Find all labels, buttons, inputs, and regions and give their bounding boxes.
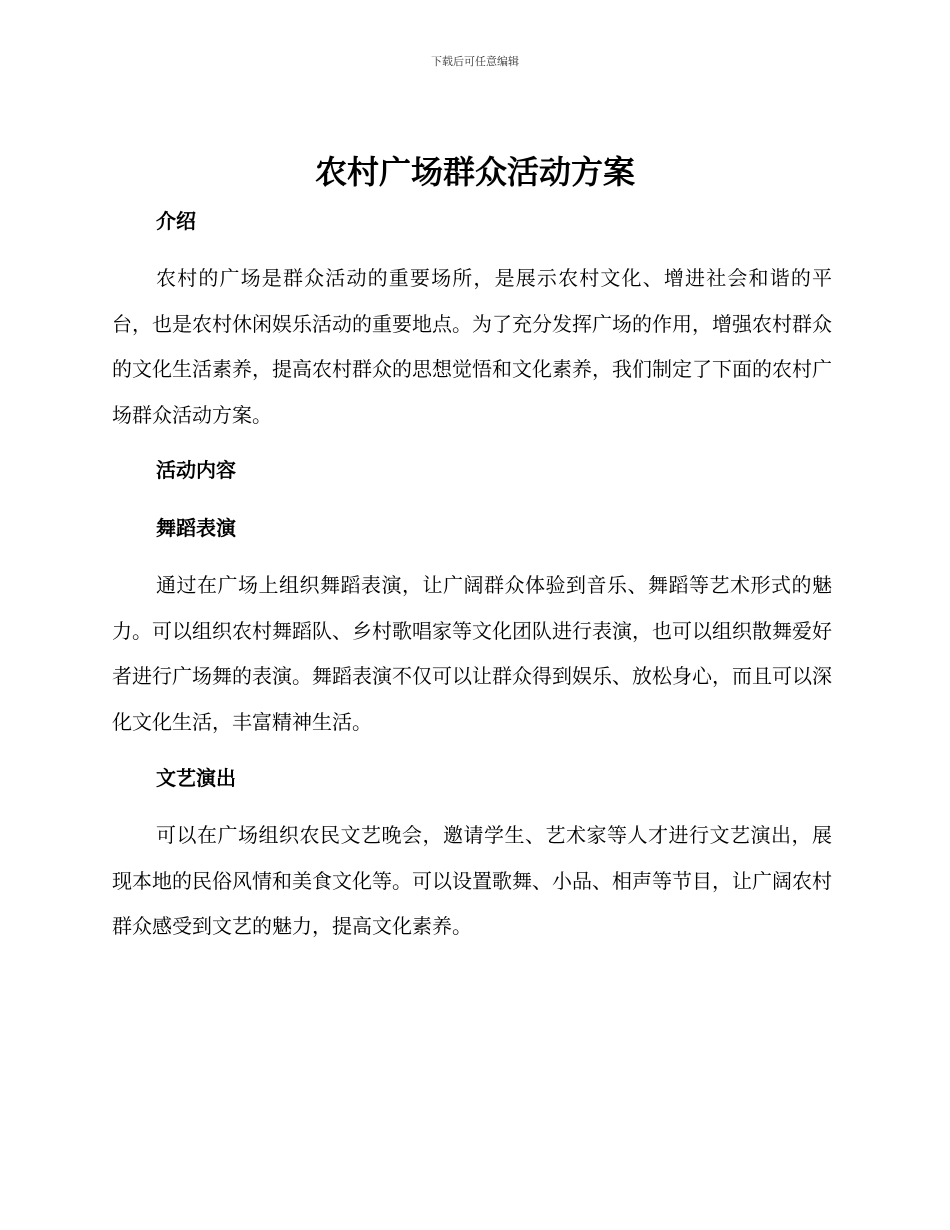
section-heading-activity-content: 活动内容 bbox=[156, 458, 236, 482]
section-heading-arts-performance: 文艺演出 bbox=[156, 766, 236, 790]
section-paragraph-arts-performance: 可以在广场组织农民文艺晚会，邀请学生、艺术家等人才进行文艺演出，展现本地的民俗风情和美食文化等。可以设置歌舞、小品、相声等节目，让广阔农村群众感受到文艺的魅力，提高文化素养。 bbox=[112, 823, 832, 938]
document-title: 农村广场群众活动方案 bbox=[314, 153, 635, 191]
section-heading-dance-performance: 舞蹈表演 bbox=[156, 516, 236, 540]
header-note: 下载后可任意编辑 bbox=[431, 55, 519, 68]
section-paragraph-introduction: 农村的广场是群众活动的重要场所，是展示农村文化、增进社会和谐的平台，也是农村休闲娱乐活动的重要地点。为了充分发挥广场的作用，增强农村群众的文化生活素养，提高农村群众的思想觉悟和文化素养，我们制定了下面的农村广场群众活动方案。 bbox=[112, 266, 832, 427]
section-heading-introduction: 介绍 bbox=[156, 209, 196, 233]
section-paragraph-dance-performance: 通过在广场上组织舞蹈表演，让广阔群众体验到音乐、舞蹈等艺术形式的魅力。可以组织农村舞蹈队、乡村歌唱家等文化团队进行表演，也可以组织散舞爱好者进行广场舞的表演。舞蹈表演不仅可以让群众得到娱乐、放松身心，而且可以深化文化生活，丰富精神生活。 bbox=[112, 573, 832, 734]
